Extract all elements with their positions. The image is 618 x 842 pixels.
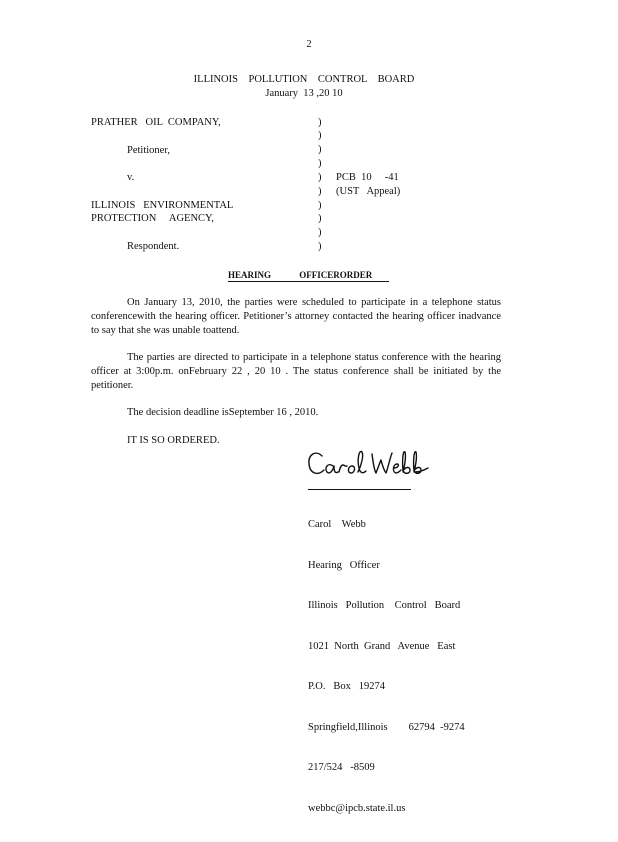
caption-paren: ) <box>318 130 322 141</box>
caption-paren: ) <box>318 213 322 224</box>
page-number: 2 <box>306 39 312 50</box>
order-date: January 13 ,20 10 <box>265 88 343 99</box>
signer-po-box: P.O. Box 19274 <box>308 681 386 692</box>
versus-label: v. <box>127 172 135 183</box>
caption-paren: ) <box>318 117 322 128</box>
signer-phone: 217/524 -8509 <box>308 762 375 773</box>
signature-block <box>308 491 465 842</box>
signer-email: webbc@ipcb.state.il.us <box>308 802 406 814</box>
body-paragraph-1: On January 13, 2010, the parties were scheduled to participate in a telephone status conferencewith the hearing officer. Petitioner’s attorney contacted the hearing officer inadvance to say that she was unable toattend. <box>91 297 501 336</box>
respondent-name-line2: PROTECTION AGENCY, <box>91 213 214 224</box>
caption-paren: ) <box>318 158 322 169</box>
petitioner-role: Petitioner, <box>127 145 171 156</box>
signer-agency: Illinois Pollution Control Board <box>308 600 461 611</box>
caption-paren: ) <box>318 144 322 155</box>
handwritten-signature <box>306 446 436 484</box>
caption-paren: ) <box>318 172 322 183</box>
petitioner-name: PRATHER OIL COMPANY, <box>91 117 221 128</box>
caption-paren: ) <box>318 227 322 238</box>
order-heading: HEARING OFFICERORDER <box>228 270 389 282</box>
signer-city: Springfield,Illinois 62794 -9274 <box>308 721 465 733</box>
case-number: PCB 10 -41 <box>336 172 399 183</box>
case-type: (UST Appeal) <box>336 186 401 197</box>
respondent-name-line1: ILLINOIS ENVIRONMENTAL <box>91 200 234 211</box>
body-paragraph-3: The decision deadline isSeptember 16 , 2010. <box>127 407 319 418</box>
respondent-role: Respondent. <box>127 241 180 252</box>
agency-title: ILLINOIS POLLUTION CONTROL BOARD <box>193 74 415 85</box>
signer-name: Carol Webb <box>308 519 366 530</box>
signer-street: 1021 North Grand Avenue East <box>308 640 456 652</box>
body-paragraph-4: IT IS SO ORDERED. <box>127 435 220 446</box>
body-paragraph-2: The parties are directed to participate in a telephone status conference with the hearing officer at 3:00p.m. onFebruary 22 , 20 10 . The status conference shall be initiated by the petitioner. <box>91 352 501 391</box>
caption-paren: ) <box>318 186 322 197</box>
caption-paren: ) <box>318 241 322 252</box>
signature-rule <box>308 489 411 490</box>
caption-paren: ) <box>318 200 322 211</box>
signer-title: Hearing Officer <box>308 559 380 571</box>
